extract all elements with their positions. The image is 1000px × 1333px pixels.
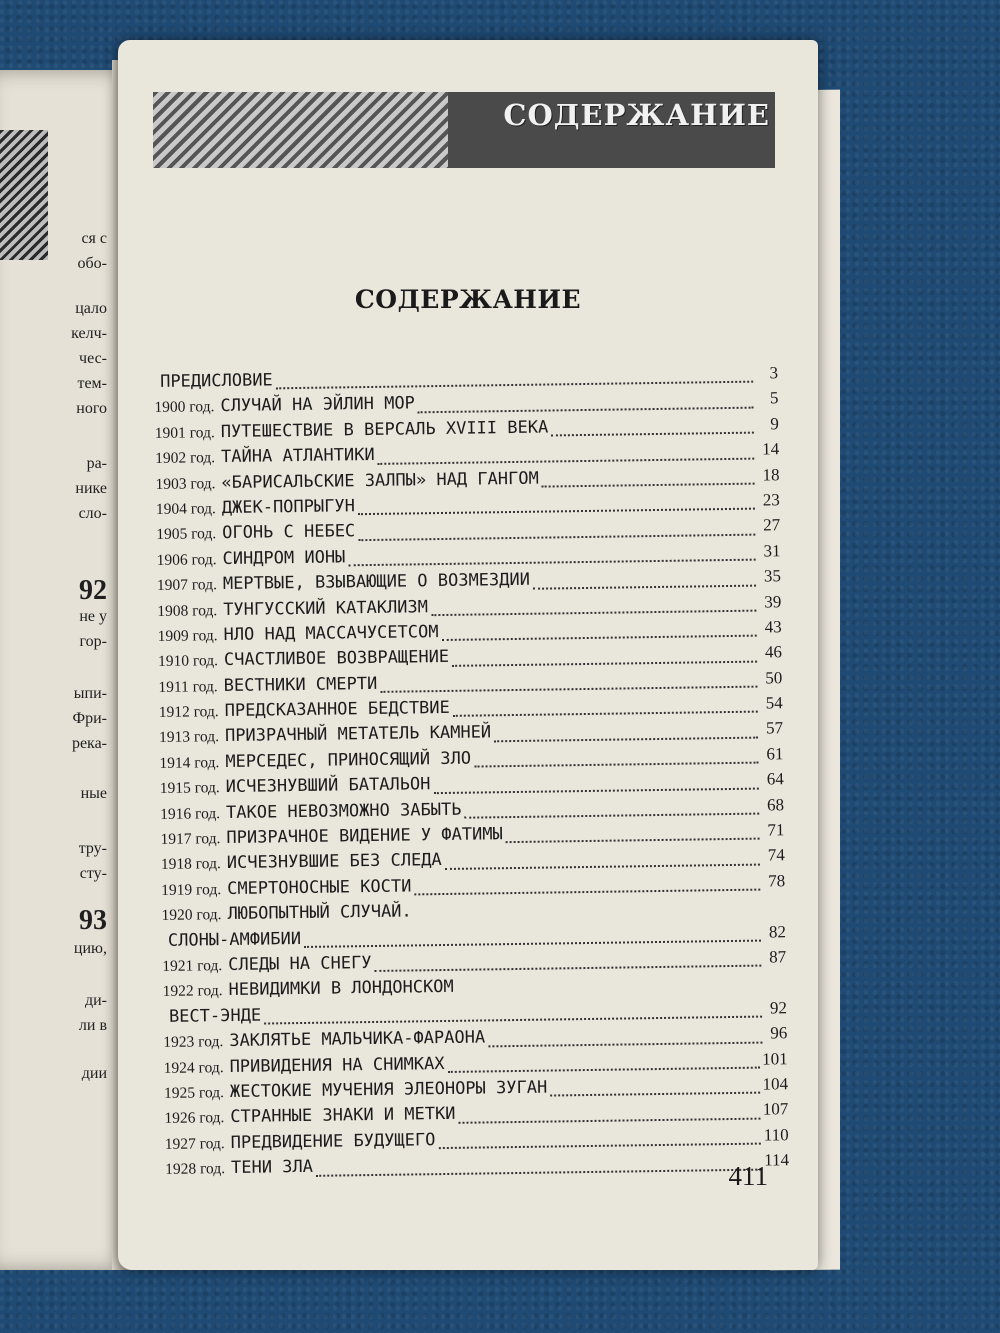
toc-page-number: 3 — [769, 363, 779, 383]
toc-leader-dots — [550, 1092, 759, 1097]
toc-year: 1910 год. — [157, 652, 219, 671]
content-title: СОДЕРЖАНИЕ — [354, 285, 582, 314]
toc-leader-dots — [459, 1117, 760, 1123]
left-page-fragment: ного — [76, 400, 107, 417]
toc-page-number: 5 — [769, 388, 779, 408]
left-page-fragment: дии — [81, 1065, 107, 1082]
toc-page-number: 57 — [765, 718, 784, 738]
left-page-fragment: 92 — [79, 575, 107, 606]
toc-title: СИНДРОМ ИОНЫ — [222, 547, 346, 569]
toc-leader-dots — [358, 508, 755, 516]
toc-leader-dots — [358, 533, 755, 541]
left-page-fragment: река- — [71, 735, 107, 752]
toc-page-number: 74 — [767, 845, 785, 865]
toc-title: НЕВИДИМКИ В ЛОНДОНСКОМ — [228, 977, 454, 1001]
toc-page-number: 96 — [770, 1023, 788, 1043]
toc-year: 1913 год. — [158, 728, 220, 747]
toc-leader-dots — [316, 1168, 761, 1176]
toc-leader-dots — [542, 483, 755, 488]
toc-leader-dots — [380, 686, 757, 693]
book-page — [118, 40, 818, 1270]
left-page-fragment: гор- — [79, 633, 107, 650]
toc-title: ОГОНЬ С НЕБЕС — [222, 521, 356, 544]
toc-leader-dots — [264, 1016, 762, 1025]
toc-year: 1902 год. — [155, 449, 216, 468]
toc-page-number: 50 — [765, 667, 783, 688]
page-number: 411 — [728, 1161, 768, 1191]
toc-page-number: 27 — [763, 515, 781, 535]
toc-title: ЛЮБОПЫТНЫЙ СЛУЧАЙ. — [227, 901, 412, 925]
toc-title: МЕРТВЫЕ, ВЗЫВАЮЩИЕ О ВОЗМЕЗДИИ — [222, 569, 531, 595]
left-page-fragment: ные — [80, 785, 107, 802]
toc-year: 1916 год. — [160, 804, 221, 823]
toc-year: 1920 год. — [161, 906, 222, 925]
toc-title: СЛЕДЫ НА СНЕГУ — [228, 953, 372, 976]
toc-leader-dots — [488, 1041, 762, 1047]
left-page-fragment: ди- — [84, 992, 107, 1009]
left-page-fragment: цию, — [73, 940, 107, 957]
toc-title: ИСЧЕЗНУВШИЕ БЕЗ СЛЕДА — [226, 850, 442, 874]
toc-page-number: 14 — [762, 439, 780, 459]
toc-title: ПРЕДСКАЗАННОЕ БЕДСТВИЕ — [224, 697, 450, 722]
toc-year: 1922 год. — [162, 982, 223, 1001]
toc-title: ИСЧЕЗНУВШИЙ БАТАЛЬОН — [225, 774, 431, 798]
toc-title: ТУНГУССКИЙ КАТАКЛИЗМ — [223, 596, 429, 620]
toc-title: ПРИЗРАЧНЫЙ МЕТАТЕЛЬ КАМНЕЙ — [224, 722, 492, 747]
toc-leader-dots — [533, 584, 756, 589]
toc-leader-dots — [448, 1067, 760, 1073]
left-page-fragment: чес- — [79, 350, 107, 367]
left-page-fragment: ся с — [81, 230, 107, 247]
toc-year: 1925 год. — [163, 1084, 225, 1102]
toc-year: 1901 год. — [154, 423, 215, 442]
toc-leader-dots — [465, 813, 760, 819]
toc-page-number: 92 — [769, 997, 788, 1018]
toc-page-number: 64 — [766, 769, 784, 789]
toc-year: 1905 год. — [156, 525, 217, 544]
toc-leader-dots — [506, 838, 760, 844]
toc-year: 1912 год. — [158, 703, 219, 722]
toc-title: ПРИЗРАЧНОЕ ВИДЕНИЕ У ФАТИМЫ — [226, 824, 503, 849]
toc-leader-dots — [276, 381, 753, 390]
toc-title: ПРЕДВИДЕНИЕ БУДУЩЕГО — [230, 1129, 436, 1153]
toc-year: 1926 год. — [164, 1109, 225, 1128]
toc-leader-dots — [474, 762, 758, 768]
toc-leader-dots — [494, 736, 758, 742]
left-page-fragment: тру- — [78, 840, 107, 857]
left-page-header-stripe — [0, 130, 48, 260]
toc-leader-dots — [551, 432, 754, 437]
toc-title: СТРАННЫЕ ЗНАКИ И МЕТКИ — [230, 1104, 456, 1128]
toc-leader-dots — [375, 965, 762, 972]
toc-page-number: 23 — [762, 490, 780, 510]
toc-title: ДЖЕК-ПОПРЫГУН — [221, 496, 356, 519]
toc-page-number: 110 — [763, 1124, 789, 1145]
toc-page-number: 35 — [763, 566, 782, 586]
toc-year: 1906 год. — [156, 550, 217, 569]
toc-page-number: 46 — [764, 642, 783, 662]
toc-title: ТАКОЕ НЕВОЗМОЖНО ЗАБЫТЬ — [225, 799, 462, 823]
toc-title: НЛО НАД МАССАЧУСЕТСОМ — [223, 621, 439, 645]
left-page-fragment: сту- — [79, 865, 107, 882]
left-page-fragment: не у — [79, 608, 107, 625]
toc-year: 1903 год. — [155, 474, 216, 493]
left-page-fragment: келч- — [71, 325, 107, 342]
toc-year: 1911 год. — [158, 677, 218, 696]
toc-title: ТЕНИ ЗЛА — [230, 1156, 314, 1179]
toc-year: 1917 год. — [160, 830, 221, 848]
toc-leader-dots — [438, 1143, 760, 1150]
toc-page-number: 78 — [768, 871, 786, 891]
toc-page-number: 68 — [766, 794, 785, 815]
toc-leader-dots — [453, 711, 758, 717]
toc-title: СМЕРТОНОСНЫЕ КОСТИ — [227, 876, 412, 899]
toc-year: 1928 год. — [165, 1160, 226, 1179]
toc-leader-dots — [431, 610, 756, 617]
toc-title: ВЕСТНИКИ СМЕРТИ — [223, 673, 378, 696]
toc-page-number: 114 — [764, 1150, 790, 1170]
toc-title: ЖЕСТОКИЕ МУЧЕНИЯ ЭЛЕОНОРЫ ЗУГАН — [229, 1077, 548, 1102]
toc-year: 1927 год. — [164, 1134, 225, 1153]
toc-leader-dots — [348, 559, 755, 567]
toc-page-number: 107 — [762, 1099, 789, 1119]
toc-leader-dots — [442, 635, 757, 641]
toc-year: 1923 год. — [163, 1033, 224, 1052]
toc-year: 1907 год. — [156, 576, 218, 595]
left-page-fragment: ли в — [78, 1017, 107, 1034]
left-page-fragment: ра- — [86, 455, 107, 472]
table-of-contents — [154, 363, 789, 1184]
toc-page-number: 87 — [769, 947, 787, 967]
toc-page-number: 61 — [766, 744, 784, 764]
toc-title: СЧАСТЛИВОЕ ВОЗВРАЩЕНИЕ — [223, 647, 450, 671]
left-page-fragment: цало — [75, 300, 107, 317]
toc-year: 1900 год. — [154, 398, 215, 417]
toc-leader-dots — [418, 406, 754, 413]
toc-title: ЗАКЛЯТЬЕ МАЛЬЧИКА-ФАРАОНА — [229, 1027, 486, 1052]
toc-leader-dots — [452, 660, 757, 666]
toc-title: ТАЙНА АТЛАНТИКИ — [220, 445, 375, 468]
left-page-fragment: ыпи- — [73, 685, 107, 702]
toc-page-number: 31 — [763, 541, 781, 561]
toc-title: СЛУЧАЙ НА ЭЙЛИН МОР — [220, 393, 415, 417]
toc-leader-dots — [304, 940, 761, 948]
toc-page-number: 104 — [762, 1074, 789, 1094]
toc-year: 1909 год. — [157, 627, 218, 645]
toc-page-number: 101 — [762, 1048, 788, 1069]
toc-title: МЕРСЕДЕС, ПРИНОСЯЩИЙ ЗЛО — [225, 748, 472, 772]
left-page-fragment: Фри- — [72, 710, 107, 727]
toc-title: «БАРИСАЛЬСКИЕ ЗАЛПЫ» НАД ГАНГОМ — [221, 468, 539, 493]
toc-page-number: 18 — [762, 464, 780, 485]
toc-year: 1914 год. — [159, 753, 220, 772]
toc-year: 1918 год. — [160, 855, 221, 874]
toc-year: 1904 год. — [155, 500, 216, 518]
toc-title: СЛОНЫ-АМФИБИИ — [167, 928, 302, 951]
toc-page-number: 43 — [764, 617, 782, 637]
toc-year: 1915 год. — [159, 779, 220, 798]
left-page-fragment: нике — [75, 480, 107, 497]
toc-year: 1921 год. — [162, 957, 223, 975]
toc-leader-dots — [434, 787, 759, 794]
toc-leader-dots — [378, 457, 755, 464]
toc-title: ПРЕДИСЛОВИЕ — [159, 370, 273, 392]
toc-page-number: 71 — [767, 820, 785, 840]
toc-leader-dots — [414, 889, 760, 896]
toc-year: 1924 год. — [163, 1058, 224, 1077]
toc-title: ПУТЕШЕСТВИЕ В ВЕРСАЛЬ XVIII ВЕКА — [220, 417, 549, 442]
toc-title: ВЕСТ-ЭНДЕ — [168, 1005, 262, 1027]
toc-year: 1908 год. — [157, 601, 218, 620]
header-title: СОДЕРЖАНИЕ — [503, 98, 770, 132]
toc-page-number: 9 — [770, 414, 779, 434]
toc-page-number: 39 — [764, 591, 782, 612]
toc-page-number: 54 — [765, 693, 783, 713]
toc-year: 1919 год. — [161, 880, 222, 899]
left-page-fragment: обо- — [77, 255, 107, 272]
toc-title: ПРИВИДЕНИЯ НА СНИМКАХ — [229, 1053, 445, 1077]
left-page-fragment: 93 — [79, 905, 107, 936]
left-page-fragment: тем- — [77, 375, 107, 392]
toc-leader-dots — [445, 863, 760, 869]
toc-page-number: 82 — [768, 921, 787, 942]
left-page-fragment: сло- — [78, 505, 107, 522]
